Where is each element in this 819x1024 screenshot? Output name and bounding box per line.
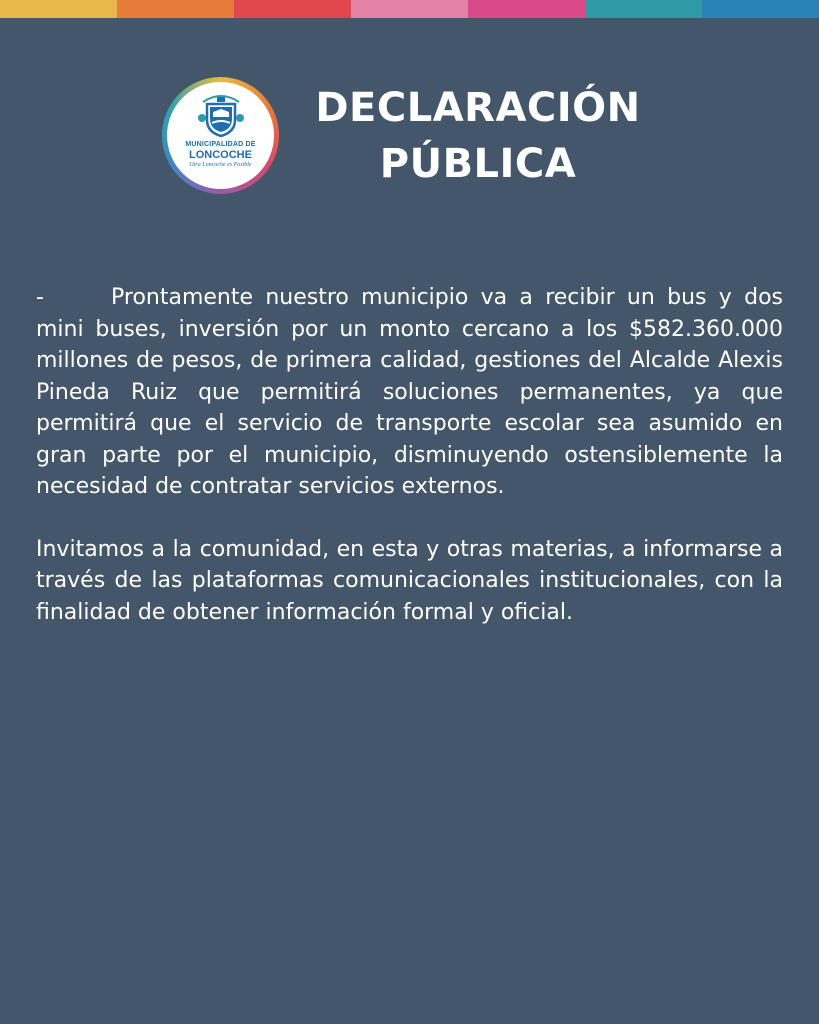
coat-of-arms-icon	[197, 92, 245, 138]
logo-text-top: MUNICIPALIDAD DE	[185, 141, 256, 148]
paragraph-1	[36, 282, 783, 503]
page-title	[288, 80, 668, 192]
stripe-segment	[351, 0, 468, 18]
stripe-segment	[117, 0, 234, 18]
stripe-segment	[585, 0, 702, 18]
stripe-segment	[468, 0, 585, 18]
statement-body	[36, 282, 783, 628]
paragraph-2: Invitamos a la comunidad, en esta y otras materias, a informarse a través de las plataformas comunicacionales institucionales, con la finalidad de obtener información formal y oficial.	[36, 536, 783, 625]
municipality-logo	[162, 77, 279, 194]
stripe-segment	[0, 0, 117, 18]
logo-badge	[167, 82, 274, 189]
stripe-segment	[234, 0, 351, 18]
title-line-2: PÚBLICA	[379, 141, 577, 187]
stripe-segment	[702, 0, 819, 18]
paragraph-1-text: Prontamente nuestro municipio va a recibir un bus y dos mini buses, inversión por un monto cercano a los $582.360.000 millones de pesos, de primera calidad, gestiones del Alcalde Alexis Pineda Ruiz que permitirá soluciones permanentes, ya que permitirá que el servicio de transporte escolar sea asumido en gran parte por el municipio, disminuyendo ostensiblemente la necesidad de contratar servicios externos.	[36, 285, 783, 499]
logo-text-name: LONCOCHE	[189, 149, 252, 161]
title-line-1: DECLARACIÓN	[315, 85, 641, 131]
color-stripe	[0, 0, 819, 18]
logo-slogan: Otra Loncoche es Posible	[189, 162, 252, 168]
bullet-dash: -	[36, 285, 44, 310]
